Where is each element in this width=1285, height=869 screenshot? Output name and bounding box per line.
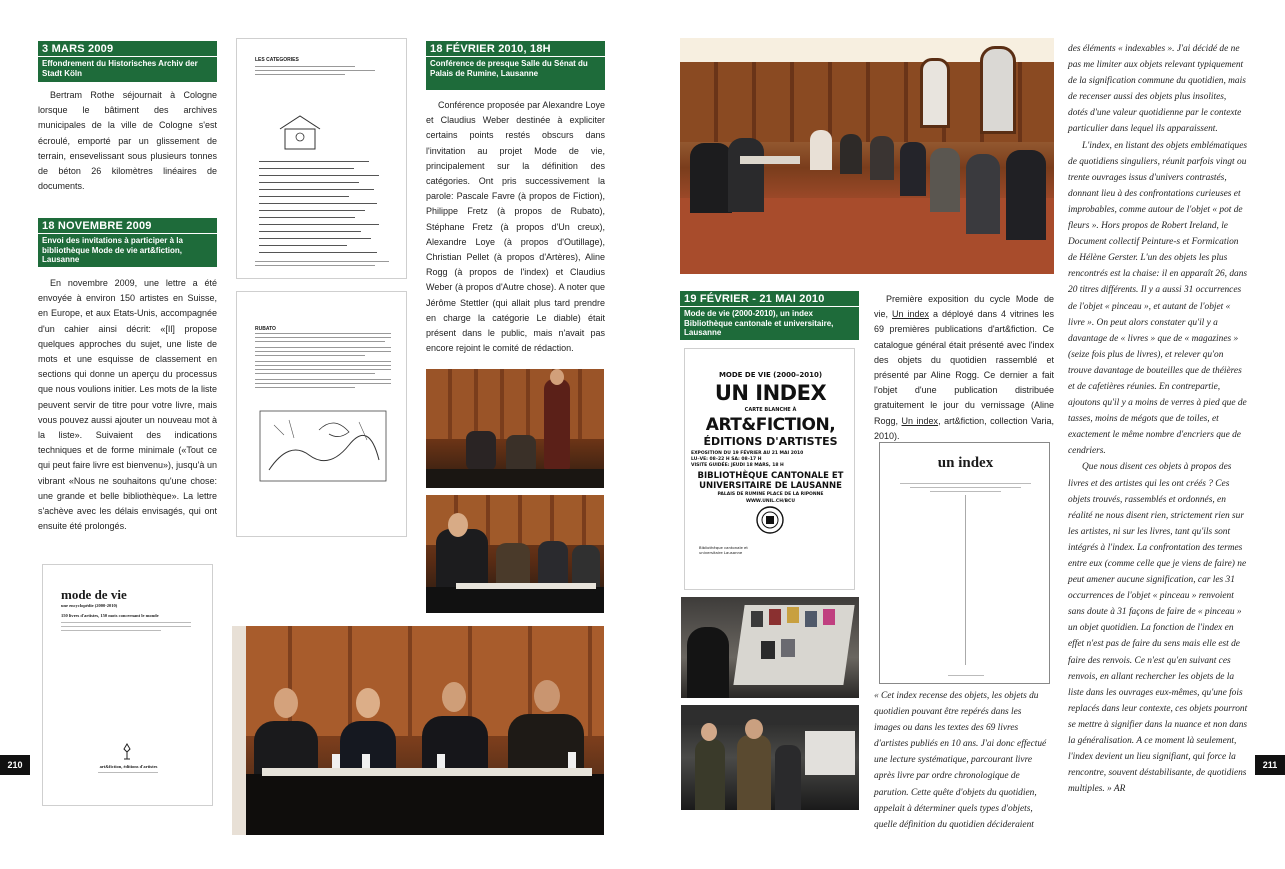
- poster-line: PALAIS DE RUMINE PLACE DE LA RIPONNE: [717, 492, 824, 497]
- entry-date: 18 FÉVRIER 2010, 18H: [426, 41, 605, 57]
- doc-title: RUBATO: [255, 326, 276, 332]
- page-number-right: 211: [1255, 755, 1285, 775]
- entry-subtitle: Conférence de presque Salle du Sénat du Palais de Rumine, Lausanne: [430, 59, 588, 78]
- document-scan-rubato: [236, 291, 407, 537]
- entry-subtitle: Envoi des invitations à participer à la bibliothèque Mode de vie art&fiction, Lausanne: [42, 236, 183, 264]
- quote-right-paragraph-3: Que nous disent ces objets à propos des livres et des artistes qui les ont créés ? Ces objets trouvés, rassemblés et ordonnés, en réalité ne nous disent rien, strictement rien sur les artistes, ni sur les livres, tant qu'ils sont intégrés à l'index. La confrontation des termes entre eux (comme celle que je viens de faire) ne peut amener aucune signification, car les 31 occurrences de l'objet « pinceau » renvoient sans doute à 31 façons de faire de « pinceau » un objet quotidien. La fonction de l'index en effet n'est pas de faire du sens mais elle est de faire des renvois. Ce n'est qu'en suivant ces renvois, en allant rechercher les objets de la liste dans les ouvrages eux-mêmes, qu'une fois replacés dans leur contexte, ces objets pourront se mettre à signifier dans la nuance et non dans la généralisation. A ce moment là seulement, l'index devient un lieu signifiant, qui force la rencontre, souvent déstabilisante, de quotidiens multiples. » AR: [1068, 462, 1248, 795]
- poster-line: BIBLIOTHÈQUE CANTONALE ET: [697, 471, 844, 481]
- poster-line: ÉDITIONS D'ARTISTES: [703, 435, 838, 448]
- photo-exhibition-vitrine: [681, 597, 859, 698]
- quote-column-left: [874, 688, 1050, 833]
- storm-sketch: [259, 410, 387, 482]
- cover-publisher: art&fiction, éditions d'artistes: [99, 764, 158, 769]
- photo-conference-panel: [426, 495, 604, 613]
- photo-conference-speaker: [426, 369, 604, 488]
- photo-audience-room: [680, 38, 1054, 274]
- entry1-paragraph: Bertram Rothe séjournait à Cologne lorsque le bâtiment des archives municipales de la ville de Cologne s'est écroulé, emporté par un glissement de terrain, ensevelissant sous plusieurs tonnes de béton 26 kilomètres linéaires de documents.: [38, 90, 217, 192]
- page-number-left: 210: [0, 755, 30, 775]
- cover-title: mode de vie: [61, 587, 127, 602]
- entry-header-18-fevrier-2010: [426, 41, 605, 90]
- link-un-index: Un index: [892, 309, 930, 320]
- bcu-logo-text: Bibliothèque cantonale et universitaire Lausanne: [699, 545, 748, 555]
- booklet-un-index: [879, 442, 1050, 684]
- photo-panel-of-four: [232, 626, 604, 835]
- poster-line: WWW.UNIL.CH/BCU: [745, 499, 795, 504]
- bcu-seal-icon: [755, 505, 785, 535]
- entry-date: 19 FÉVRIER - 21 MAI 2010: [680, 291, 859, 307]
- entry-header-19-fevrier-21-mai-2010: [680, 291, 859, 340]
- entry-date: 3 MARS 2009: [38, 41, 217, 57]
- quote-left-paragraph-1: « Cet index recense des objets, les objets du quotidien pouvant être repérés dans les images ou dans les textes des 69 livres d'artistes publiés en 10 ans. J'ai donc effectué une lecture systématique, parcourant livre après livre par ordre chronologique de parution. Cette quête d'objets du quotidien, appelait à déterminer quels types d'objets, quelle définition du quotidien décideraient: [874, 691, 1047, 830]
- entry-subtitle: Effondrement du Historisches Archiv der Stadt Köln: [42, 59, 198, 78]
- entry-header-18-novembre-2009: [38, 218, 217, 267]
- entry-text: [874, 292, 1054, 444]
- entry-text: [38, 276, 217, 534]
- publisher-logo-icon: [121, 743, 133, 761]
- entry-date: 18 NOVEMBRE 2009: [38, 218, 217, 234]
- exhibition-poster: [684, 348, 855, 590]
- entry4-paragraph: Première exposition du cycle Mode de vie, Un index a déployé dans 4 vitrines les 69 premières publications d'art&fiction. Ce catalogue général était présenté avec l'index des objets du quotidien rassemblé et présenté par Aline Rogg. Ce dernier a fait l'objet d'une publication distribuée gratuitement le jour du vernissage (Aline Rogg, Un index, art&fiction, collection Varia, 2010).: [874, 294, 1054, 441]
- poster-line: LU–VE: 08–22 H SA: 08–17 H: [691, 457, 762, 462]
- entry-header-3-mars-2009: [38, 41, 217, 82]
- document-scan-categories: [236, 38, 407, 279]
- link-un-index-publication: Un index: [901, 415, 939, 426]
- poster-line: UNIVERSITAIRE DE LAUSANNE: [699, 481, 842, 491]
- quote-right-paragraph-2: L'index, en listant des objets emblématiques de quotidiens singuliers, réunit parfois vingt ou trente ouvrages issus d'univers contrastés, donnant lieu à des confrontations curieuses et improbables, comme autour de l'objet « pot de fleurs ». Hors propos de Robert Ireland, le Document collectif Peinture-s et Formication de Hélène Gerster. L'un des objets les plus rencontrés est la chaise: il en apparaît 26, dans 20 titres différents. Il y a aussi 31 occurrences de l'objet « pinceau », et autant de l'objet « livre ». On peut alors constater qu'il y a davantage de « livres » que de « magazines » (seize fois plus de livres), et relever qu'on trouve davantage de bouteilles que de théières et de cafetières réunies. En contrepartie, ajoutons qu'il y a moins de verres à pied que de tasses, moins de mégots que de toiles, et exactement le même nombre d'encriers que de cendriers.: [1068, 140, 1248, 457]
- poster-line: EXPOSITION DU 19 FÉVRIER AU 21 MAI 2010: [691, 451, 804, 456]
- house-sketch: [277, 113, 323, 153]
- photo-vernissage-visitors: [681, 705, 859, 810]
- booklet-title: un index: [937, 455, 994, 471]
- entry3-paragraph: Conférence proposée par Alexandre Loye et Claudius Weber destinée à expliciter certains points restés obscurs dans l'invitation au projet Mode de vie, principalement sur la définition des catégories. Ont pris successivement la parole: Pascale Favre (à propos de Fiction), Philippe Fretz (à propos de Rubato), Stéphane Fretz (à propos d'Un creux), Alexandre Loye (à propos d'Outillage), Christian Pellet (à propos d'Artères), Aline Rogg (à propos de l'index) et Claudius Weber (à propos d'Autre chose). A noter que Jérôme Stettler (qui allait plus tard prendre en charge la catégorie Le diable) était présent dans le public, mais n'avait pas encore rejoint le comité de rédaction.: [426, 100, 605, 354]
- entry-subtitle: Mode de vie (2000-2010), un index Bibliothèque cantonale et universitaire, Lausanne: [684, 309, 834, 337]
- poster-line: CARTE BLANCHE À: [744, 407, 797, 413]
- quote-right-paragraph-1: des éléments « indexables ». J'ai décidé de ne pas me limiter aux objets relevant typiquement de la signification commune du quotidien, mais de recenser aussi des objets plus insolites, dotés d'une valeur quotidienne par le contexte particulier dans lequel ils apparaissent.: [1068, 44, 1246, 135]
- poster-line: MODE DE VIE (2000–2010): [718, 371, 823, 379]
- entry-text: [38, 88, 217, 194]
- cover-subtitle: une encyclopédie (2000-2010): [61, 603, 118, 608]
- poster-line: VISITE GUIDÉE: JEUDI 18 MARS, 18 H: [691, 463, 784, 468]
- poster-title: UN INDEX: [714, 381, 827, 405]
- poster-line: ART&FICTION,: [705, 415, 836, 435]
- doc-title: LES CATEGORIES: [255, 57, 299, 63]
- entry-text: [426, 98, 605, 356]
- entry2-paragraph: En novembre 2009, une lettre a été envoyée à environ 150 artistes en Suisse, en Europe, et aux Etats-Unis, accompagnée d'un cahier ainsi décrit: «[Il] propose quelques approches du sujet, une liste de mots et une esquisse de classement en sections qui donne un aperçu du processus que nous voulions initier. Les mots de la liste peuvent servir de titre pour votre livre, mais vous pouvez aussi ajouter un nouveau mot à la liste». Suivaient des indications techniques et de forme minimale («Tout ce qui peut faire livre est bienvenu»), jusqu'à un vibrant «Nous ne souhaitons qu'une chose: une grande et belle bibliothèque». La lettre s'achève avec les délais envisagés, qui ont ensuite été prolongés.: [38, 278, 217, 532]
- quote-column-right: [1068, 41, 1248, 797]
- book-cover-mode-de-vie: [42, 564, 213, 806]
- cover-line: 150 livres d'artistes, 150 mots concernant le monde: [61, 613, 159, 618]
